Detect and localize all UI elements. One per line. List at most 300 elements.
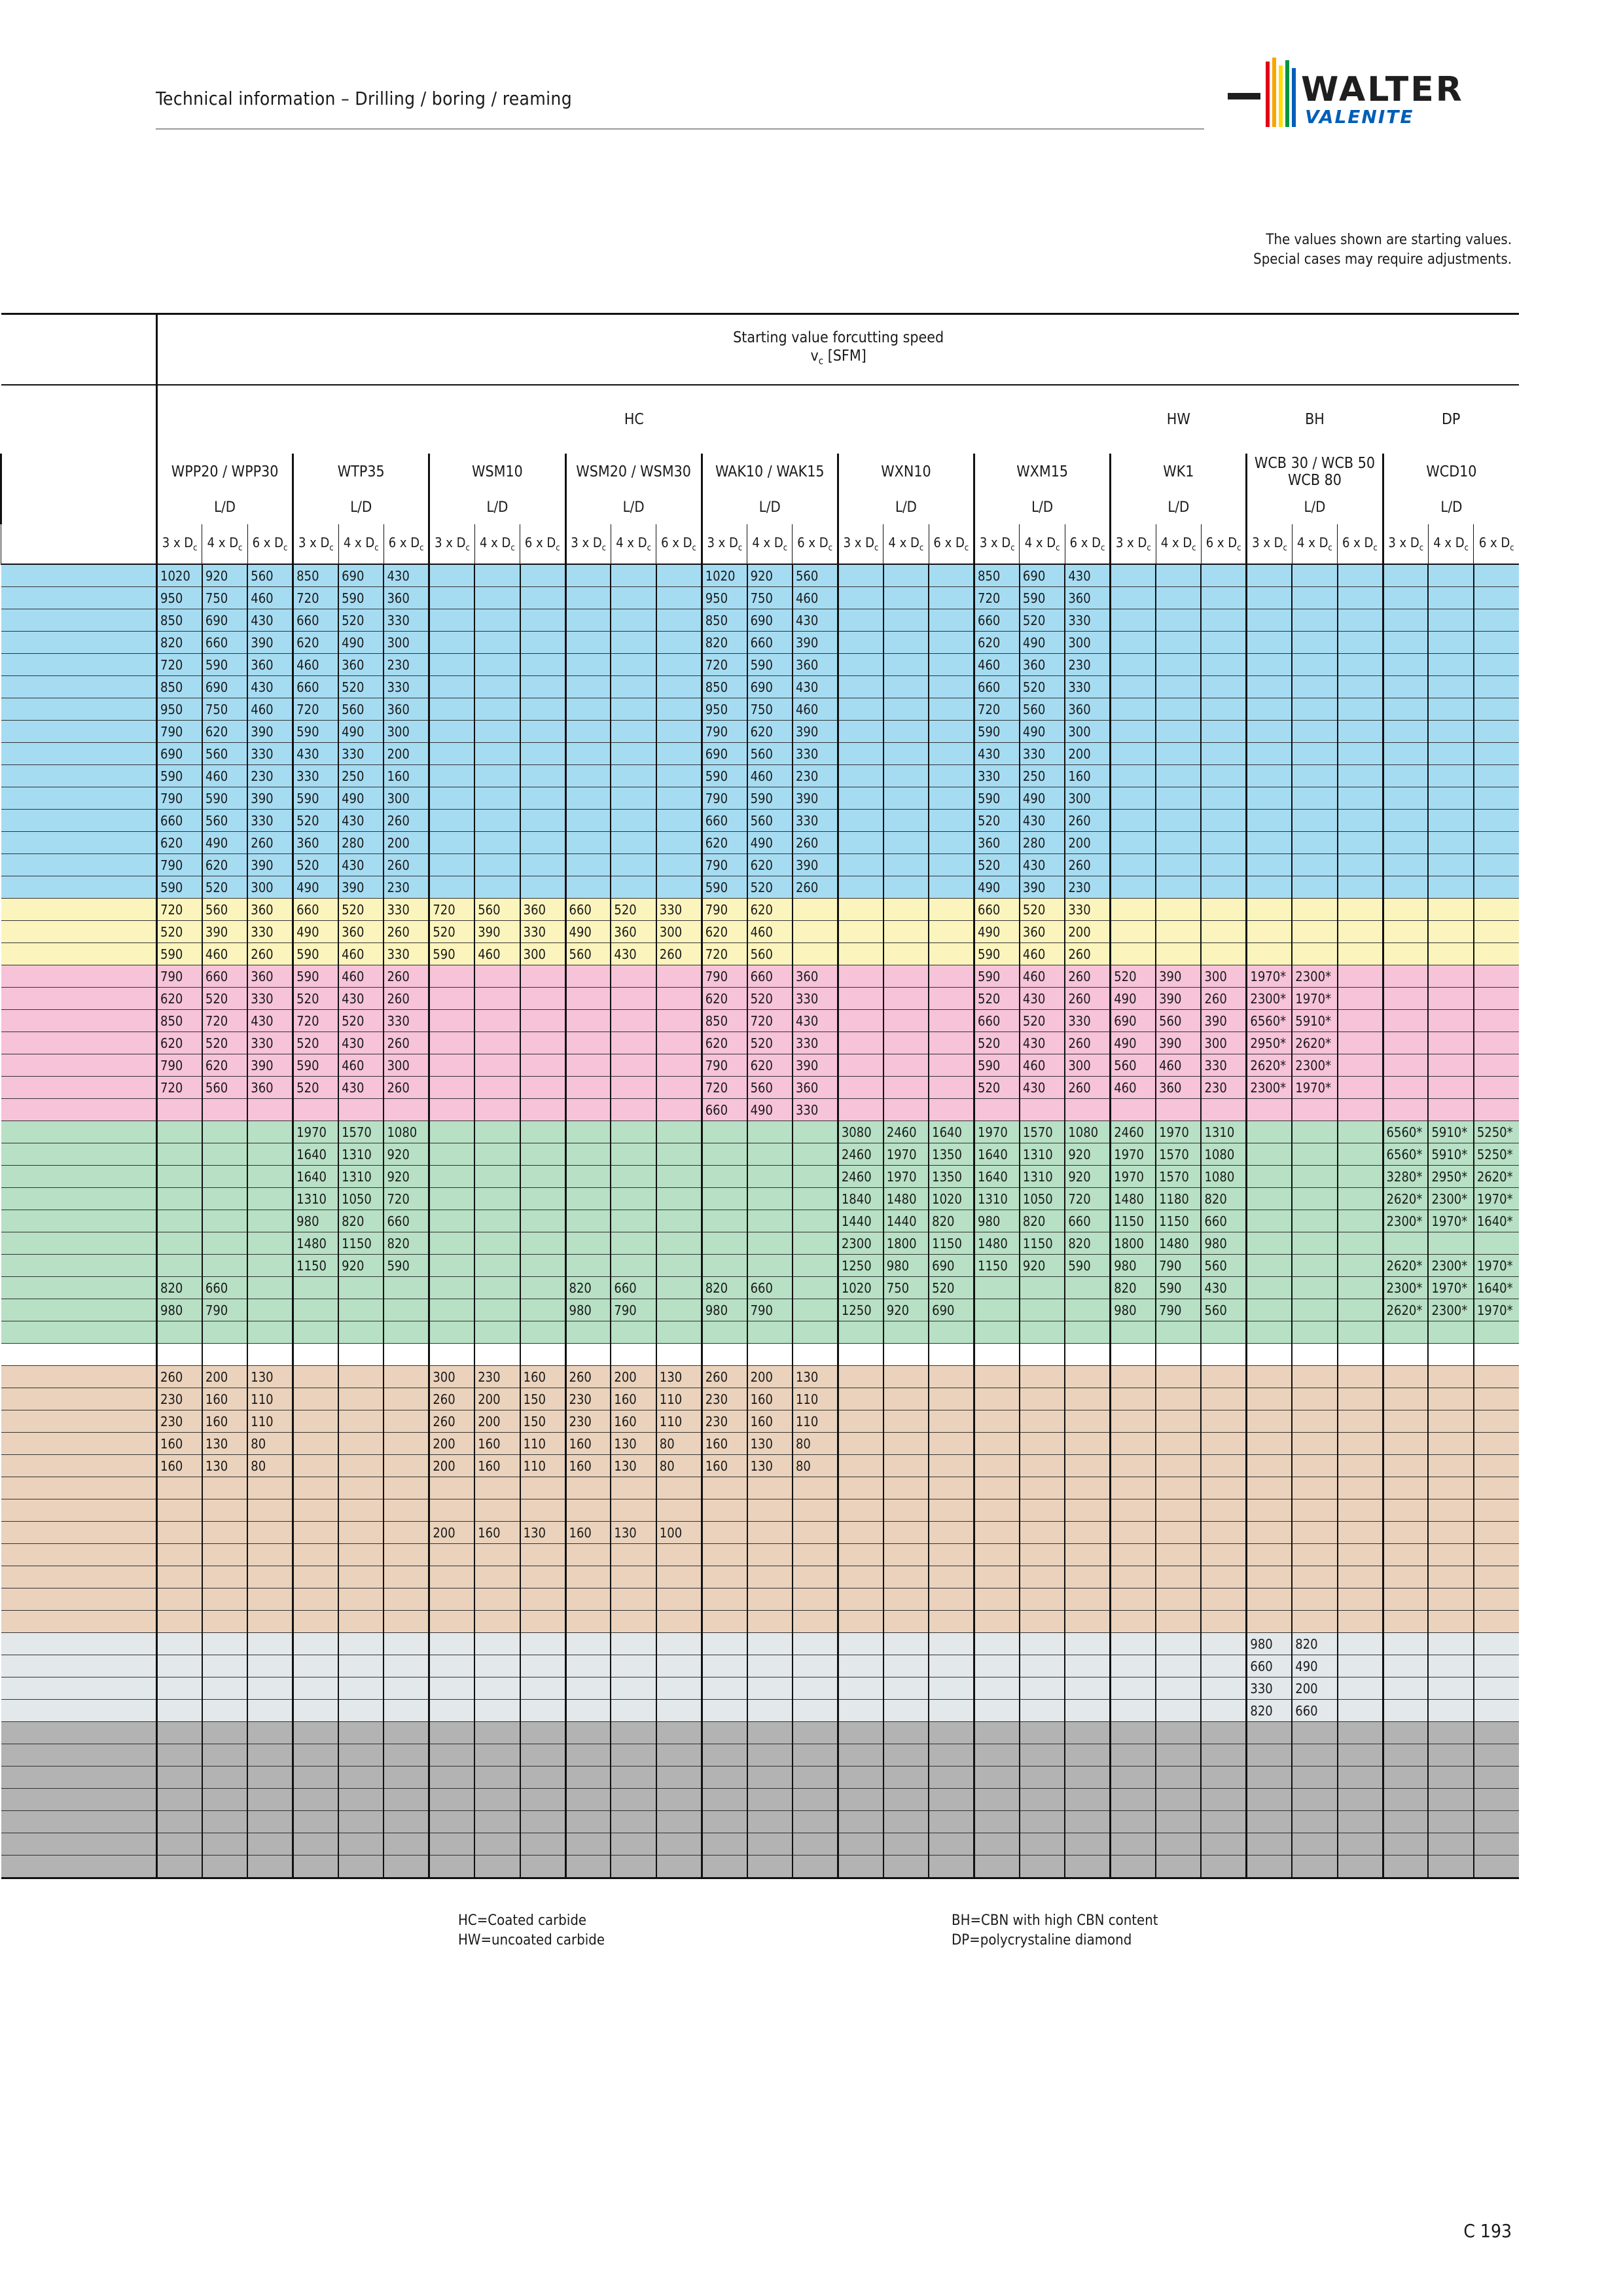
speed-cell: 790 bbox=[157, 787, 202, 810]
speed-cell bbox=[838, 1588, 883, 1611]
speed-cell: 80 bbox=[793, 1455, 838, 1477]
speed-cell bbox=[1428, 832, 1473, 854]
speed-cell bbox=[838, 1032, 883, 1054]
speed-cell: 80 bbox=[247, 1455, 293, 1477]
material-group-cell bbox=[1, 1277, 157, 1299]
speed-cell bbox=[1111, 943, 1156, 965]
speed-cell bbox=[702, 1166, 747, 1188]
speed-cell bbox=[838, 1410, 883, 1433]
speed-cell bbox=[565, 1166, 611, 1188]
speed-cell bbox=[1292, 698, 1337, 721]
speed-cell bbox=[1292, 587, 1337, 609]
material-group-cell bbox=[1, 1499, 157, 1522]
table-row bbox=[1, 1344, 1520, 1366]
speed-cell bbox=[1338, 1677, 1383, 1700]
speed-cell bbox=[1428, 1856, 1473, 1878]
speed-cell: 490 bbox=[747, 832, 793, 854]
speed-cell bbox=[247, 1321, 293, 1344]
speed-cell bbox=[1247, 1099, 1292, 1121]
ld-label: L/D bbox=[1247, 490, 1383, 524]
speed-cell bbox=[883, 854, 929, 876]
speed-cell bbox=[1201, 899, 1246, 921]
speed-cell bbox=[429, 1143, 474, 1166]
table-row bbox=[1, 721, 1520, 743]
speed-cell: 660 bbox=[202, 1277, 247, 1299]
speed-cell: 660 bbox=[702, 1099, 747, 1121]
speed-cell bbox=[474, 721, 520, 743]
speed-cell bbox=[474, 765, 520, 787]
speed-cell bbox=[474, 654, 520, 676]
ld-label: L/D bbox=[1383, 490, 1519, 524]
speed-cell bbox=[429, 1655, 474, 1677]
speed-cell bbox=[702, 1344, 747, 1366]
speed-cell bbox=[611, 698, 656, 721]
group-type-bh: BH bbox=[1305, 411, 1325, 428]
speed-cell bbox=[929, 654, 974, 676]
legend-cbn-diamond bbox=[952, 1911, 1158, 1950]
speed-cell bbox=[1474, 1032, 1519, 1054]
speed-cell: 160 bbox=[157, 1433, 202, 1455]
speed-cell bbox=[793, 1744, 838, 1767]
speed-cell: 430 bbox=[247, 609, 293, 632]
ld-ratio-subscript: c bbox=[1010, 543, 1015, 553]
speed-cell bbox=[838, 1811, 883, 1833]
speed-cell bbox=[747, 1722, 793, 1744]
speed-cell bbox=[474, 743, 520, 765]
speed-cell bbox=[883, 1544, 929, 1566]
speed-cell bbox=[474, 1588, 520, 1611]
speed-cell bbox=[383, 1611, 429, 1633]
speed-cell bbox=[656, 854, 702, 876]
speed-cell bbox=[702, 1833, 747, 1856]
speed-cell: 850 bbox=[157, 1010, 202, 1032]
speed-cell bbox=[1383, 1655, 1428, 1677]
speed-cell: 620 bbox=[202, 854, 247, 876]
speed-cell bbox=[202, 1856, 247, 1878]
speed-cell bbox=[1474, 1344, 1519, 1366]
speed-cell: 1640* bbox=[1474, 1210, 1519, 1232]
speed-cell: 620 bbox=[293, 632, 338, 654]
speed-cell bbox=[611, 1611, 656, 1633]
speed-cell bbox=[1020, 1544, 1065, 1566]
speed-cell bbox=[338, 1099, 383, 1121]
table-row bbox=[1, 1856, 1520, 1878]
speed-cell bbox=[202, 1188, 247, 1210]
speed-cell bbox=[702, 1188, 747, 1210]
speed-cell: 390 bbox=[793, 632, 838, 654]
material-group-cell bbox=[1, 1811, 157, 1833]
speed-cell bbox=[883, 1499, 929, 1522]
speed-cell bbox=[565, 1700, 611, 1722]
table-row bbox=[1, 1811, 1520, 1833]
speed-cell: 1150 bbox=[929, 1232, 974, 1255]
speed-cell bbox=[656, 1655, 702, 1677]
speed-cell bbox=[1383, 1722, 1428, 1744]
speed-cell bbox=[1292, 1299, 1337, 1321]
speed-cell: 460 bbox=[338, 1054, 383, 1077]
speed-cell bbox=[702, 1522, 747, 1544]
table-title bbox=[157, 314, 1520, 386]
table-row bbox=[1, 1499, 1520, 1522]
page-header-title: Technical information – Drilling / boring / reaming bbox=[156, 88, 572, 109]
speed-cell bbox=[974, 1611, 1020, 1633]
speed-cell: 2620* bbox=[1474, 1166, 1519, 1188]
speed-cell: 300 bbox=[429, 1366, 474, 1388]
speed-cell bbox=[1474, 1321, 1519, 1344]
speed-cell bbox=[1201, 810, 1246, 832]
speed-cell: 300 bbox=[383, 1054, 429, 1077]
speed-cell bbox=[1292, 943, 1337, 965]
speed-cell bbox=[1111, 1366, 1156, 1388]
walter-logo-icon bbox=[1228, 55, 1516, 134]
speed-cell bbox=[838, 1522, 883, 1544]
speed-cell bbox=[338, 1744, 383, 1767]
speed-cell bbox=[1428, 721, 1473, 743]
speed-cell: 820 bbox=[1247, 1700, 1292, 1722]
speed-cell: 1480 bbox=[974, 1232, 1020, 1255]
material-group-cell bbox=[1, 1321, 157, 1344]
speed-cell: 690 bbox=[202, 609, 247, 632]
speed-cell bbox=[1428, 921, 1473, 943]
speed-cell: 1970* bbox=[1247, 965, 1292, 988]
speed-cell bbox=[474, 1477, 520, 1499]
speed-cell bbox=[1111, 1611, 1156, 1633]
speed-cell: 260 bbox=[1065, 1032, 1110, 1054]
speed-cell bbox=[1111, 609, 1156, 632]
speed-cell bbox=[702, 1856, 747, 1878]
speed-cell bbox=[1338, 1522, 1383, 1544]
speed-cell bbox=[1156, 1499, 1201, 1522]
speed-cell bbox=[1428, 1388, 1473, 1410]
speed-cell bbox=[656, 721, 702, 743]
speed-cell: 2300* bbox=[1383, 1277, 1428, 1299]
speed-cell bbox=[929, 1054, 974, 1077]
speed-cell bbox=[1428, 765, 1473, 787]
speed-cell: 590 bbox=[293, 1054, 338, 1077]
table-row bbox=[1, 1210, 1520, 1232]
speed-cell bbox=[838, 1655, 883, 1677]
speed-cell bbox=[1156, 876, 1201, 899]
speed-cell bbox=[883, 1410, 929, 1433]
speed-cell bbox=[1428, 609, 1473, 632]
ld-ratio-text: 4 x D bbox=[1024, 535, 1056, 550]
speed-cell bbox=[656, 1856, 702, 1878]
speed-cell bbox=[1428, 1344, 1473, 1366]
material-group-cell bbox=[1, 1166, 157, 1188]
speed-cell bbox=[883, 1477, 929, 1499]
speed-cell bbox=[293, 1321, 338, 1344]
ld-ratio-text: 3 x D bbox=[571, 535, 602, 550]
speed-cell bbox=[702, 1588, 747, 1611]
speed-cell bbox=[883, 943, 929, 965]
speed-cell bbox=[1383, 988, 1428, 1010]
speed-cell bbox=[565, 876, 611, 899]
speed-cell bbox=[429, 1255, 474, 1277]
table-unit bbox=[158, 347, 1519, 370]
speed-cell bbox=[1474, 1566, 1519, 1588]
speed-cell bbox=[1292, 676, 1337, 698]
speed-cell bbox=[747, 1655, 793, 1677]
speed-cell bbox=[611, 1477, 656, 1499]
speed-cell bbox=[611, 654, 656, 676]
speed-cell bbox=[747, 1255, 793, 1277]
material-group-cell bbox=[1, 1767, 157, 1789]
speed-cell bbox=[974, 1366, 1020, 1388]
speed-cell bbox=[1338, 1210, 1383, 1232]
speed-cell bbox=[247, 1143, 293, 1166]
speed-cell bbox=[1201, 1499, 1246, 1522]
speed-cell: 590 bbox=[1065, 1255, 1110, 1277]
speed-cell bbox=[611, 765, 656, 787]
speed-cell: 300 bbox=[1065, 1054, 1110, 1077]
speed-cell: 330 bbox=[1020, 743, 1065, 765]
ld-ratio-header bbox=[1292, 524, 1337, 564]
speed-cell: 230 bbox=[793, 765, 838, 787]
speed-cell bbox=[1247, 1499, 1292, 1522]
speed-cell bbox=[1474, 564, 1519, 587]
speed-cell: 2300* bbox=[1383, 1210, 1428, 1232]
speed-cell bbox=[520, 632, 565, 654]
table-row bbox=[1, 1099, 1520, 1121]
speed-cell bbox=[202, 1767, 247, 1789]
speed-cell bbox=[1020, 1433, 1065, 1455]
speed-cell bbox=[1292, 1588, 1337, 1611]
speed-cell: 520 bbox=[157, 921, 202, 943]
speed-cell: 590 bbox=[974, 787, 1020, 810]
speed-cell bbox=[474, 1188, 520, 1210]
speed-cell bbox=[520, 1722, 565, 1744]
speed-cell: 520 bbox=[611, 899, 656, 921]
material-group-cell bbox=[1, 921, 157, 943]
speed-cell bbox=[883, 1833, 929, 1856]
speed-cell bbox=[702, 1544, 747, 1566]
speed-cell bbox=[1247, 1188, 1292, 1210]
speed-cell bbox=[1111, 832, 1156, 854]
speed-cell bbox=[1201, 1722, 1246, 1744]
speed-cell bbox=[520, 1010, 565, 1032]
speed-cell bbox=[1428, 810, 1473, 832]
speed-cell: 430 bbox=[383, 564, 429, 587]
speed-cell bbox=[429, 1767, 474, 1789]
speed-cell bbox=[656, 1789, 702, 1811]
speed-cell bbox=[293, 1299, 338, 1321]
speed-cell bbox=[1156, 787, 1201, 810]
speed-cell bbox=[520, 564, 565, 587]
speed-cell bbox=[202, 1833, 247, 1856]
speed-cell: 490 bbox=[338, 721, 383, 743]
speed-cell bbox=[565, 1744, 611, 1767]
speed-cell bbox=[929, 854, 974, 876]
speed-cell bbox=[157, 1789, 202, 1811]
speed-cell: 1050 bbox=[338, 1188, 383, 1210]
speed-cell bbox=[1474, 1633, 1519, 1655]
speed-cell bbox=[793, 1477, 838, 1499]
speed-cell: 430 bbox=[1201, 1277, 1246, 1299]
speed-cell bbox=[1065, 1833, 1110, 1856]
speed-cell: 360 bbox=[974, 832, 1020, 854]
speed-cell bbox=[474, 1010, 520, 1032]
speed-cell bbox=[383, 1499, 429, 1522]
speed-cell bbox=[883, 1811, 929, 1833]
material-group-cell bbox=[1, 1433, 157, 1455]
speed-cell: 460 bbox=[247, 698, 293, 721]
speed-cell bbox=[202, 1499, 247, 1522]
speed-cell bbox=[474, 1833, 520, 1856]
speed-cell bbox=[157, 1232, 202, 1255]
speed-cell bbox=[1338, 832, 1383, 854]
speed-cell bbox=[656, 1099, 702, 1121]
speed-cell bbox=[1383, 1477, 1428, 1499]
ld-ratio-header bbox=[883, 524, 929, 564]
speed-cell bbox=[747, 1499, 793, 1522]
speed-cell bbox=[702, 1677, 747, 1700]
speed-cell bbox=[474, 609, 520, 632]
speed-cell bbox=[565, 721, 611, 743]
speed-cell bbox=[1247, 654, 1292, 676]
speed-cell bbox=[838, 1054, 883, 1077]
speed-cell bbox=[1474, 1010, 1519, 1032]
speed-cell: 520 bbox=[1020, 676, 1065, 698]
speed-cell bbox=[1247, 876, 1292, 899]
speed-cell bbox=[1111, 1655, 1156, 1677]
speed-cell bbox=[338, 1522, 383, 1544]
speed-cell bbox=[202, 1633, 247, 1655]
ld-ratio-text: 6 x D bbox=[933, 535, 965, 550]
table-row bbox=[1, 1054, 1520, 1077]
speed-cell bbox=[793, 1255, 838, 1277]
speed-cell bbox=[1292, 1255, 1337, 1277]
speed-cell bbox=[247, 1767, 293, 1789]
speed-cell: 560 bbox=[202, 743, 247, 765]
speed-cell bbox=[1383, 564, 1428, 587]
speed-cell bbox=[157, 1856, 202, 1878]
speed-cell: 920 bbox=[338, 1255, 383, 1277]
speed-cell bbox=[1156, 721, 1201, 743]
speed-cell: 2460 bbox=[838, 1166, 883, 1188]
speed-cell bbox=[1247, 921, 1292, 943]
speed-cell bbox=[520, 1099, 565, 1121]
speed-cell bbox=[1338, 876, 1383, 899]
speed-cell bbox=[656, 1210, 702, 1232]
speed-cell bbox=[883, 1633, 929, 1655]
ld-ratio-header bbox=[974, 524, 1020, 564]
speed-cell bbox=[202, 1522, 247, 1544]
ld-ratio-header bbox=[838, 524, 883, 564]
speed-cell: 560 bbox=[747, 943, 793, 965]
speed-cell bbox=[565, 810, 611, 832]
speed-cell bbox=[520, 1077, 565, 1099]
speed-cell: 160 bbox=[611, 1410, 656, 1433]
speed-cell bbox=[1247, 1366, 1292, 1388]
speed-cell: 460 bbox=[293, 654, 338, 676]
speed-cell bbox=[1020, 1700, 1065, 1722]
speed-cell: 660 bbox=[202, 632, 247, 654]
speed-cell: 690 bbox=[202, 676, 247, 698]
speed-cell bbox=[1247, 1277, 1292, 1299]
ld-ratio-header bbox=[611, 524, 656, 564]
ld-ratio-text: 4 x D bbox=[616, 535, 647, 550]
speed-cell bbox=[1292, 1833, 1337, 1856]
speed-cell bbox=[293, 1277, 338, 1299]
speed-cell: 360 bbox=[247, 899, 293, 921]
speed-cell bbox=[1247, 854, 1292, 876]
speed-cell bbox=[1428, 1410, 1473, 1433]
speed-cell bbox=[656, 1255, 702, 1277]
speed-cell: 230 bbox=[247, 765, 293, 787]
speed-cell bbox=[157, 1143, 202, 1166]
speed-cell: 260 bbox=[383, 921, 429, 943]
speed-cell bbox=[1247, 632, 1292, 654]
speed-cell bbox=[429, 743, 474, 765]
speed-cell: 1570 bbox=[1020, 1121, 1065, 1143]
speed-cell: 260 bbox=[383, 988, 429, 1010]
speed-cell: 2300* bbox=[1247, 1077, 1292, 1099]
speed-cell bbox=[1474, 1811, 1519, 1833]
speed-cell bbox=[1156, 1522, 1201, 1544]
speed-cell: 390 bbox=[247, 787, 293, 810]
speed-cell bbox=[702, 1811, 747, 1833]
speed-cell: 980 bbox=[293, 1210, 338, 1232]
speed-cell bbox=[929, 1455, 974, 1477]
speed-cell bbox=[1111, 743, 1156, 765]
speed-cell bbox=[565, 698, 611, 721]
speed-cell: 660 bbox=[157, 810, 202, 832]
speed-cell: 1080 bbox=[383, 1121, 429, 1143]
speed-cell bbox=[565, 632, 611, 654]
ld-ratio-subscript: c bbox=[692, 543, 696, 553]
speed-cell bbox=[383, 1856, 429, 1878]
speed-cell: 920 bbox=[747, 564, 793, 587]
speed-cell: 390 bbox=[474, 921, 520, 943]
speed-cell bbox=[1156, 1455, 1201, 1477]
speed-cell bbox=[338, 1722, 383, 1744]
speed-cell bbox=[1292, 1566, 1337, 1588]
speed-cell: 130 bbox=[793, 1366, 838, 1388]
speed-cell: 1310 bbox=[1020, 1143, 1065, 1166]
speed-cell bbox=[1383, 1388, 1428, 1410]
speed-cell bbox=[1474, 921, 1519, 943]
speed-cell bbox=[338, 1566, 383, 1588]
speed-cell: 1640 bbox=[293, 1143, 338, 1166]
speed-cell bbox=[157, 1833, 202, 1856]
speed-cell bbox=[611, 1655, 656, 1677]
speed-cell bbox=[1247, 1143, 1292, 1166]
speed-cell bbox=[883, 676, 929, 698]
speed-cell bbox=[429, 1166, 474, 1188]
speed-cell bbox=[747, 1121, 793, 1143]
speed-cell: 590 bbox=[383, 1255, 429, 1277]
speed-cell bbox=[1020, 1833, 1065, 1856]
speed-cell bbox=[1383, 965, 1428, 988]
speed-cell: 200 bbox=[383, 832, 429, 854]
speed-cell bbox=[157, 1210, 202, 1232]
speed-cell: 260 bbox=[793, 876, 838, 899]
speed-cell bbox=[247, 1789, 293, 1811]
material-group-cell bbox=[1, 609, 157, 632]
speed-cell bbox=[883, 1010, 929, 1032]
speed-cell bbox=[883, 1321, 929, 1344]
speed-cell bbox=[838, 1833, 883, 1856]
speed-cell bbox=[838, 1433, 883, 1455]
speed-cell: 720 bbox=[157, 1077, 202, 1099]
speed-cell bbox=[157, 1611, 202, 1633]
speed-cell bbox=[202, 1099, 247, 1121]
speed-cell bbox=[656, 1611, 702, 1633]
tool-header: WCD10 bbox=[1383, 454, 1519, 490]
speed-cell bbox=[1383, 787, 1428, 810]
speed-cell: 660 bbox=[202, 965, 247, 988]
speed-cell: 560 bbox=[747, 743, 793, 765]
